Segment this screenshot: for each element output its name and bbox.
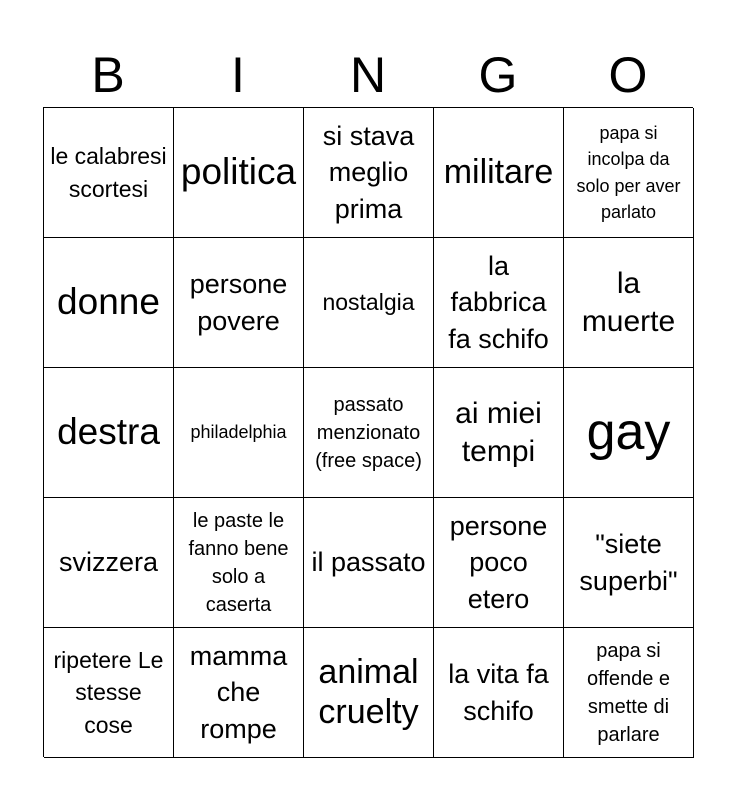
bingo-cell[interactable] (434, 368, 564, 498)
bingo-cell[interactable] (44, 238, 174, 368)
header-letter-b: B (91, 47, 125, 103)
cell-text: papa si offende e smette di parlare (586, 639, 671, 746)
cell-text: svizzera (58, 547, 159, 578)
bingo-cell[interactable] (304, 628, 434, 758)
bingo-header (43, 44, 693, 106)
bingo-cell[interactable] (44, 628, 174, 758)
cell-text: le calabresi scortesi (50, 143, 167, 202)
bingo-cell[interactable] (434, 628, 564, 758)
bingo-cell[interactable] (174, 628, 304, 758)
bingo-cell[interactable] (564, 628, 694, 758)
cell-text: mamma che rompe (189, 640, 288, 744)
header-letter-i: I (231, 47, 245, 103)
cell-text: militare (443, 152, 554, 191)
bingo-cell[interactable] (304, 498, 434, 628)
cell-text: philadelphia (190, 422, 287, 443)
bingo-cell[interactable] (564, 498, 694, 628)
bingo-cell[interactable] (304, 108, 434, 238)
cell-text: persone povere (189, 269, 288, 336)
cell-text: si stava meglio prima (322, 120, 415, 224)
bingo-cell[interactable] (174, 238, 304, 368)
free-space-cell[interactable] (304, 368, 434, 498)
cell-text: politica (180, 151, 297, 193)
bingo-cell[interactable] (174, 498, 304, 628)
header-letter-o: O (608, 47, 648, 103)
cell-text: passato menzionato (free space) (315, 393, 422, 472)
cell-text: persone poco etero (449, 510, 548, 614)
cell-text: il passato (311, 547, 426, 578)
cell-text: ripetere Le stesse cose (53, 647, 164, 738)
cell-text: ai miei tempi (455, 397, 542, 468)
bingo-cell[interactable] (304, 238, 434, 368)
bingo-grid (43, 107, 693, 757)
bingo-cell[interactable] (564, 108, 694, 238)
bingo-cell[interactable] (44, 108, 174, 238)
bingo-cell[interactable] (434, 108, 564, 238)
bingo-cell[interactable] (44, 368, 174, 498)
cell-text: gay (586, 402, 671, 461)
bingo-cell[interactable] (564, 238, 694, 368)
cell-text: animal cruelty (318, 653, 419, 731)
bingo-cell[interactable] (44, 498, 174, 628)
cell-text: la fabbrica fa schifo (448, 250, 549, 354)
cell-text: papa si incolpa da solo per aver parlato (576, 123, 681, 222)
bingo-cell[interactable] (564, 368, 694, 498)
header-letter-g: G (478, 47, 518, 103)
cell-text: nostalgia (322, 289, 415, 316)
header-letter-n: N (349, 47, 387, 103)
cell-text: la muerte (581, 267, 676, 338)
bingo-cell[interactable] (174, 368, 304, 498)
cell-text: donne (57, 281, 160, 323)
cell-text: destra (57, 411, 160, 453)
cell-text: "siete superbi" (579, 529, 678, 596)
cell-text: la vita fa schifo (448, 659, 549, 726)
bingo-cell[interactable] (434, 238, 564, 368)
bingo-cell[interactable] (174, 108, 304, 238)
cell-text: le paste le fanno bene solo a caserta (188, 509, 289, 616)
bingo-cell[interactable] (434, 498, 564, 628)
